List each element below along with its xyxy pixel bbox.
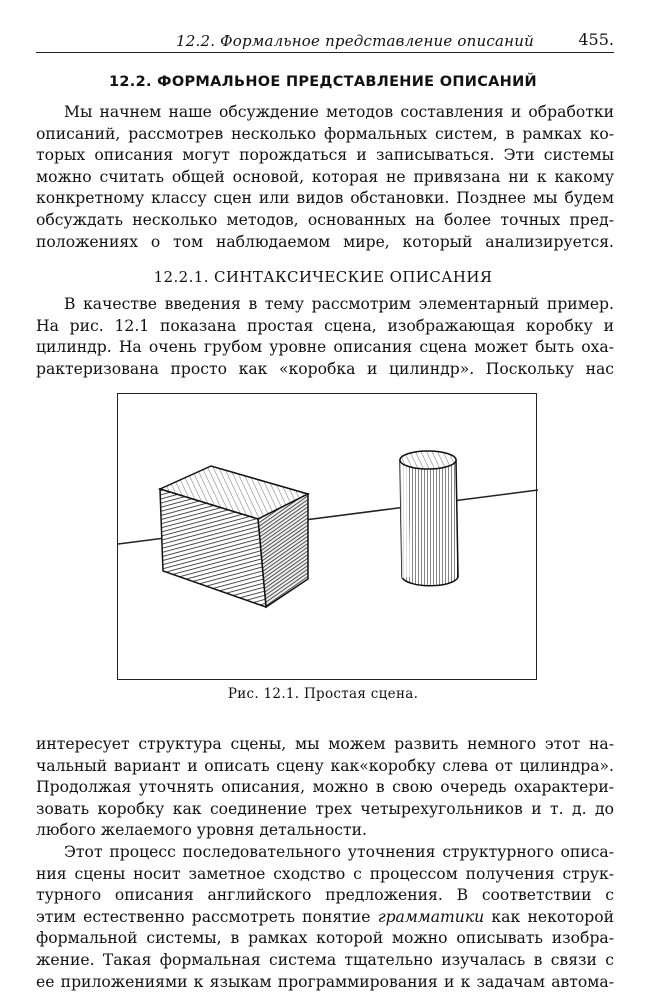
text-line: Этот процесс последовательного уточнения структурного описа- [64,843,614,861]
cylinder-shape [400,451,458,586]
text-line: обсуждать несколько методов, основанных на более точных пред- [36,210,614,229]
text-line: турного описания английского предложения. В соответствии с [36,886,614,905]
text-line: цилиндр. На очень грубом уровне описания сцена может быть оха- [36,338,614,357]
simple-scene-drawing [118,394,538,681]
figure-caption: Рис. 12.1. Простая сцена. [227,686,419,702]
page-number: 455. [578,30,614,49]
text-line: интересует структура сцены, мы можем развить немного этот на- [36,735,614,753]
text-line: чальный вариант и описать сцену как«коробку слева от цилиндра». [36,756,614,775]
text-line: можно считать общей основой, которая не привязана ни к какому [36,167,614,186]
text-line: На рис. 12.1 показана простая сцена, изображающая коробку и [36,316,614,335]
text-line: ния сцены носит заметное сходство с процессом получения струк- [36,864,614,883]
text-line: любого желаемого уровня детальности. [36,821,367,840]
text-line [36,907,614,929]
section-heading: 12.2. ФОРМАЛЬНОЕ ПРЕДСТАВЛЕНИЕ ОПИСАНИЙ [109,74,537,90]
figure-12-1 [117,393,537,680]
text-line: жение. Такая формальная система тщательно изучалась в связи с [36,950,614,969]
paragraph-structure [36,734,614,842]
running-title: 12.2. Формальное представление описаний [176,32,534,50]
paragraph-example [36,294,614,380]
text-line: конкретному классу сцен или видов обстановки. Позднее мы будем [36,189,614,208]
emphasis-term: грамматики [377,907,485,926]
text-line: Продолжая уточнять описания, можно в свою очередь охарактери- [36,778,614,797]
text-run: этим естественно рассмотреть понятие [36,907,378,926]
paragraph-intro [36,102,614,253]
text-line: формальной системы, в рамках которой можно описывать изобра- [36,929,614,948]
text-line: торых описания могут порождаться и записываться. Эти системы [36,146,614,165]
text-line: В качестве введения в тему рассмотрим элементарный пример. [64,295,614,313]
box-shape [160,466,308,607]
text-run: как некоторой [484,907,614,926]
text-line: положениях о том наблюдаемом мире, который анализируется. [36,232,614,251]
subsection-heading: 12.2.1. СИНТАКСИЧЕСКИЕ ОПИСАНИЯ [153,268,493,286]
text-line: рактеризована просто как «коробка и цилиндр». Поскольку нас [36,359,614,378]
text-line: ее приложениями к языкам программирования и к задачам автома- [36,972,614,991]
paragraph-grammar [36,842,614,993]
text-line: описаний, рассмотрев несколько формальных систем, в рамках ко- [36,124,614,143]
text-line: зовать коробку как соединение трех четырехугольников и т. д. до [36,799,614,818]
text-line: Мы начнем наше обсуждение методов составления и обработки [64,103,614,121]
running-header [36,26,614,53]
